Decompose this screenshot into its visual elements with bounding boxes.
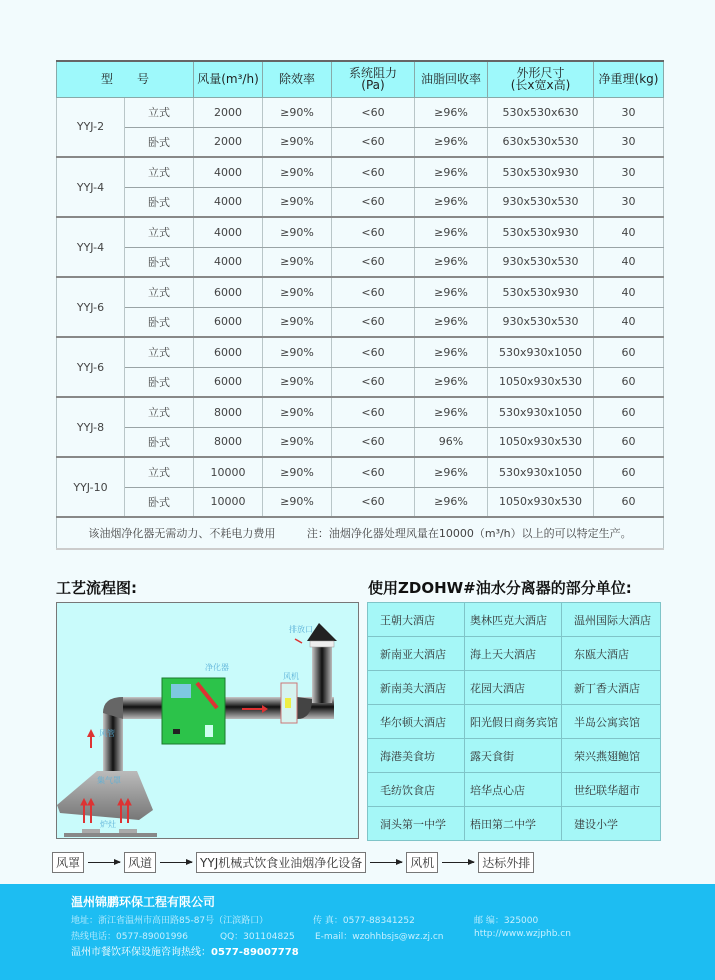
unit-cell: 荣兴燕翅鲍馆 [562,739,661,773]
footer [0,884,715,980]
recovery-cell: ≥96% [415,337,488,367]
type-cell: 卧式 [125,187,194,217]
size-cell: 530x530x930 [488,277,594,307]
units-table [367,602,661,841]
airflow-cell: 4000 [194,157,263,187]
weight-cell: 40 [594,307,664,337]
unit-cell: 奥林匹克大酒店 [465,603,562,637]
process-title: 工艺流程图: [56,579,137,597]
type-cell: 立式 [125,397,194,427]
unit-cell: 海上天大酒店 [465,637,562,671]
efficiency-cell: ≥90% [263,277,332,307]
units-row [368,739,661,773]
model-cell: YYJ-4 [57,217,125,277]
type-cell: 卧式 [125,487,194,517]
efficiency-cell: ≥90% [263,337,332,367]
company-postcode: 邮 编：325000 [474,916,539,926]
header-size-line2: (长x宽x高) [510,78,571,93]
size-cell: 930x530x530 [488,307,594,337]
resistance-cell: <60 [332,247,415,277]
efficiency-cell: ≥90% [263,397,332,427]
spec-note [57,517,664,549]
company-fax: 传 真：0577-88341252 [313,916,415,926]
type-cell: 卧式 [125,307,194,337]
table-row [57,487,664,517]
unit-cell: 露天食街 [465,739,562,773]
efficiency-cell: ≥90% [263,157,332,187]
unit-cell: 新南亚大酒店 [368,637,465,671]
type-cell: 卧式 [125,247,194,277]
spec-header-row [57,61,664,97]
weight-cell: 60 [594,337,664,367]
header-size [488,61,594,97]
size-cell: 1050x930x530 [488,487,594,517]
table-row [57,277,664,307]
unit-cell: 洞头第一中学 [368,807,465,841]
resistance-cell: <60 [332,157,415,187]
table-row [57,97,664,127]
recovery-cell: ≥96% [415,307,488,337]
efficiency-cell: ≥90% [263,187,332,217]
table-row [57,427,664,457]
weight-cell: 60 [594,457,664,487]
airflow-cell: 4000 [194,187,263,217]
weight-cell: 30 [594,127,664,157]
company-address: 地址：浙江省温州市高田路85-87号（江滨路口） [71,916,269,926]
arrow-right-icon [160,862,192,863]
label-outlet: 排放口 [289,625,313,634]
airflow-cell: 8000 [194,397,263,427]
process-diagram [56,602,359,839]
recovery-cell: ≥96% [415,127,488,157]
size-cell: 630x530x530 [488,127,594,157]
label-stove: 炉灶 [100,820,116,829]
size-cell: 930x530x530 [488,247,594,277]
header-model: 型 号 [57,61,194,97]
type-cell: 卧式 [125,127,194,157]
flow-step-fan: 风机 [406,852,438,873]
weight-cell: 60 [594,397,664,427]
airflow-cell: 10000 [194,457,263,487]
spec-note-row [57,517,664,549]
type-cell: 立式 [125,337,194,367]
units-row [368,671,661,705]
efficiency-cell: ≥90% [263,427,332,457]
size-cell: 530x530x930 [488,157,594,187]
unit-cell: 海港美食坊 [368,739,465,773]
model-cell: YYJ-6 [57,277,125,337]
resistance-cell: <60 [332,457,415,487]
size-cell: 530x930x1050 [488,457,594,487]
label-duct: 风管 [99,729,115,738]
table-row [57,457,664,487]
type-cell: 立式 [125,457,194,487]
units-row [368,637,661,671]
table-row [57,247,664,277]
recovery-cell: ≥96% [415,277,488,307]
table-row [57,367,664,397]
unit-cell: 新丁香大酒店 [562,671,661,705]
process-flow [52,852,534,873]
size-cell: 530x530x630 [488,97,594,127]
flow-step-discharge: 达标外排 [478,852,534,873]
model-cell: YYJ-10 [57,457,125,517]
airflow-cell: 4000 [194,217,263,247]
arrow-right-icon [88,862,120,863]
weight-cell: 60 [594,367,664,397]
process-diagram-illustration [57,603,359,839]
recovery-cell: ≥96% [415,487,488,517]
resistance-cell: <60 [332,487,415,517]
efficiency-cell: ≥90% [263,367,332,397]
weight-cell: 40 [594,247,664,277]
resistance-cell: <60 [332,427,415,457]
company-name: 温州锦鹏环保工程有限公司 [71,895,216,909]
weight-cell: 60 [594,487,664,517]
type-cell: 立式 [125,217,194,247]
recovery-cell: ≥96% [415,97,488,127]
unit-cell: 王朝大酒店 [368,603,465,637]
size-cell: 1050x930x530 [488,427,594,457]
company-qq: QQ：301104825 [220,932,295,942]
header-resistance [332,61,415,97]
weight-cell: 40 [594,277,664,307]
company-website[interactable]: http://www.wzjphb.cn [474,929,571,939]
resistance-cell: <60 [332,127,415,157]
table-row [57,397,664,427]
size-cell: 1050x930x530 [488,367,594,397]
header-resistance-line1: 系统阻力 [349,66,398,81]
header-resistance-line2: (Pa) [361,78,385,93]
units-row [368,705,661,739]
spec-table [56,60,664,550]
weight-cell: 60 [594,427,664,457]
flow-step-duct: 风道 [124,852,156,873]
label-purifier: 净化器 [205,663,229,672]
consult-number: 0577-89007778 [211,947,299,958]
airflow-cell: 6000 [194,337,263,367]
label-fan: 风机 [283,672,299,681]
recovery-cell: ≥96% [415,457,488,487]
table-row [57,187,664,217]
weight-cell: 40 [594,217,664,247]
model-cell: YYJ-2 [57,97,125,157]
unit-cell: 新南美大酒店 [368,671,465,705]
recovery-cell: 96% [415,427,488,457]
unit-cell: 华尔顿大酒店 [368,705,465,739]
recovery-cell: ≥96% [415,367,488,397]
header-size-line1: 外形尺寸 [516,66,565,81]
table-row [57,337,664,367]
unit-cell: 花园大酒店 [465,671,562,705]
airflow-cell: 6000 [194,367,263,397]
unit-cell: 建设小学 [562,807,661,841]
consult-label: 温州市餐饮环保设施咨询热线： [71,947,211,958]
unit-cell: 温州国际大酒店 [562,603,661,637]
airflow-cell: 2000 [194,97,263,127]
resistance-cell: <60 [332,277,415,307]
airflow-cell: 6000 [194,307,263,337]
company-hotline: 热线电话：0577-89001996 [71,932,188,942]
unit-cell: 梧田第二中学 [465,807,562,841]
efficiency-cell: ≥90% [263,247,332,277]
arrow-right-icon [370,862,402,863]
units-row [368,807,661,841]
efficiency-cell: ≥90% [263,457,332,487]
unit-cell: 半岛公寓宾馆 [562,705,661,739]
header-airflow: 风量(m³/h) [194,61,263,97]
airflow-cell: 6000 [194,277,263,307]
airflow-cell: 10000 [194,487,263,517]
header-recovery: 油脂回收率 [415,61,488,97]
label-hood: 集气罩 [97,776,121,785]
units-row [368,773,661,807]
note-right: 注：油烟净化器处理风量在10000（m³/h）以上的可以特定生产。 [306,527,632,540]
airflow-cell: 2000 [194,127,263,157]
efficiency-cell: ≥90% [263,127,332,157]
efficiency-cell: ≥90% [263,97,332,127]
resistance-cell: <60 [332,367,415,397]
unit-cell: 阳光假日商务宾馆 [465,705,562,739]
flow-step-hood: 风罩 [52,852,84,873]
flow-step-purifier: YYJ机械式饮食业油烟净化设备 [196,852,366,873]
airflow-cell: 4000 [194,247,263,277]
unit-cell: 培华点心店 [465,773,562,807]
model-cell: YYJ-4 [57,157,125,217]
size-cell: 530x530x930 [488,217,594,247]
resistance-cell: <60 [332,97,415,127]
unit-cell: 世纪联华超市 [562,773,661,807]
table-row [57,127,664,157]
efficiency-cell: ≥90% [263,307,332,337]
model-cell: YYJ-8 [57,397,125,457]
table-row [57,157,664,187]
units-title: 使用ZDOHW#油水分离器的部分单位: [368,579,632,597]
header-efficiency: 除效率 [263,61,332,97]
resistance-cell: <60 [332,307,415,337]
recovery-cell: ≥96% [415,397,488,427]
resistance-cell: <60 [332,337,415,367]
efficiency-cell: ≥90% [263,487,332,517]
type-cell: 立式 [125,97,194,127]
type-cell: 立式 [125,157,194,187]
model-cell: YYJ-6 [57,337,125,397]
weight-cell: 30 [594,157,664,187]
units-row [368,603,661,637]
efficiency-cell: ≥90% [263,217,332,247]
table-row [57,217,664,247]
recovery-cell: ≥96% [415,247,488,277]
airflow-cell: 8000 [194,427,263,457]
recovery-cell: ≥96% [415,157,488,187]
arrow-right-icon [442,862,474,863]
type-cell: 卧式 [125,367,194,397]
size-cell: 530x930x1050 [488,397,594,427]
table-row [57,307,664,337]
resistance-cell: <60 [332,397,415,427]
size-cell: 530x930x1050 [488,337,594,367]
size-cell: 930x530x530 [488,187,594,217]
resistance-cell: <60 [332,217,415,247]
company-email[interactable]: E-mail：wzohhbsjs@wz.zj.cn [315,932,444,942]
unit-cell: 毛纺饮食店 [368,773,465,807]
recovery-cell: ≥96% [415,217,488,247]
resistance-cell: <60 [332,187,415,217]
recovery-cell: ≥96% [415,187,488,217]
header-weight: 净重理(kg) [594,61,664,97]
consult-hotline [71,943,299,958]
weight-cell: 30 [594,187,664,217]
weight-cell: 30 [594,97,664,127]
type-cell: 卧式 [125,427,194,457]
note-left: 该油烟净化器无需动力、不耗电力费用 [88,527,276,540]
type-cell: 立式 [125,277,194,307]
unit-cell: 东瓯大酒店 [562,637,661,671]
